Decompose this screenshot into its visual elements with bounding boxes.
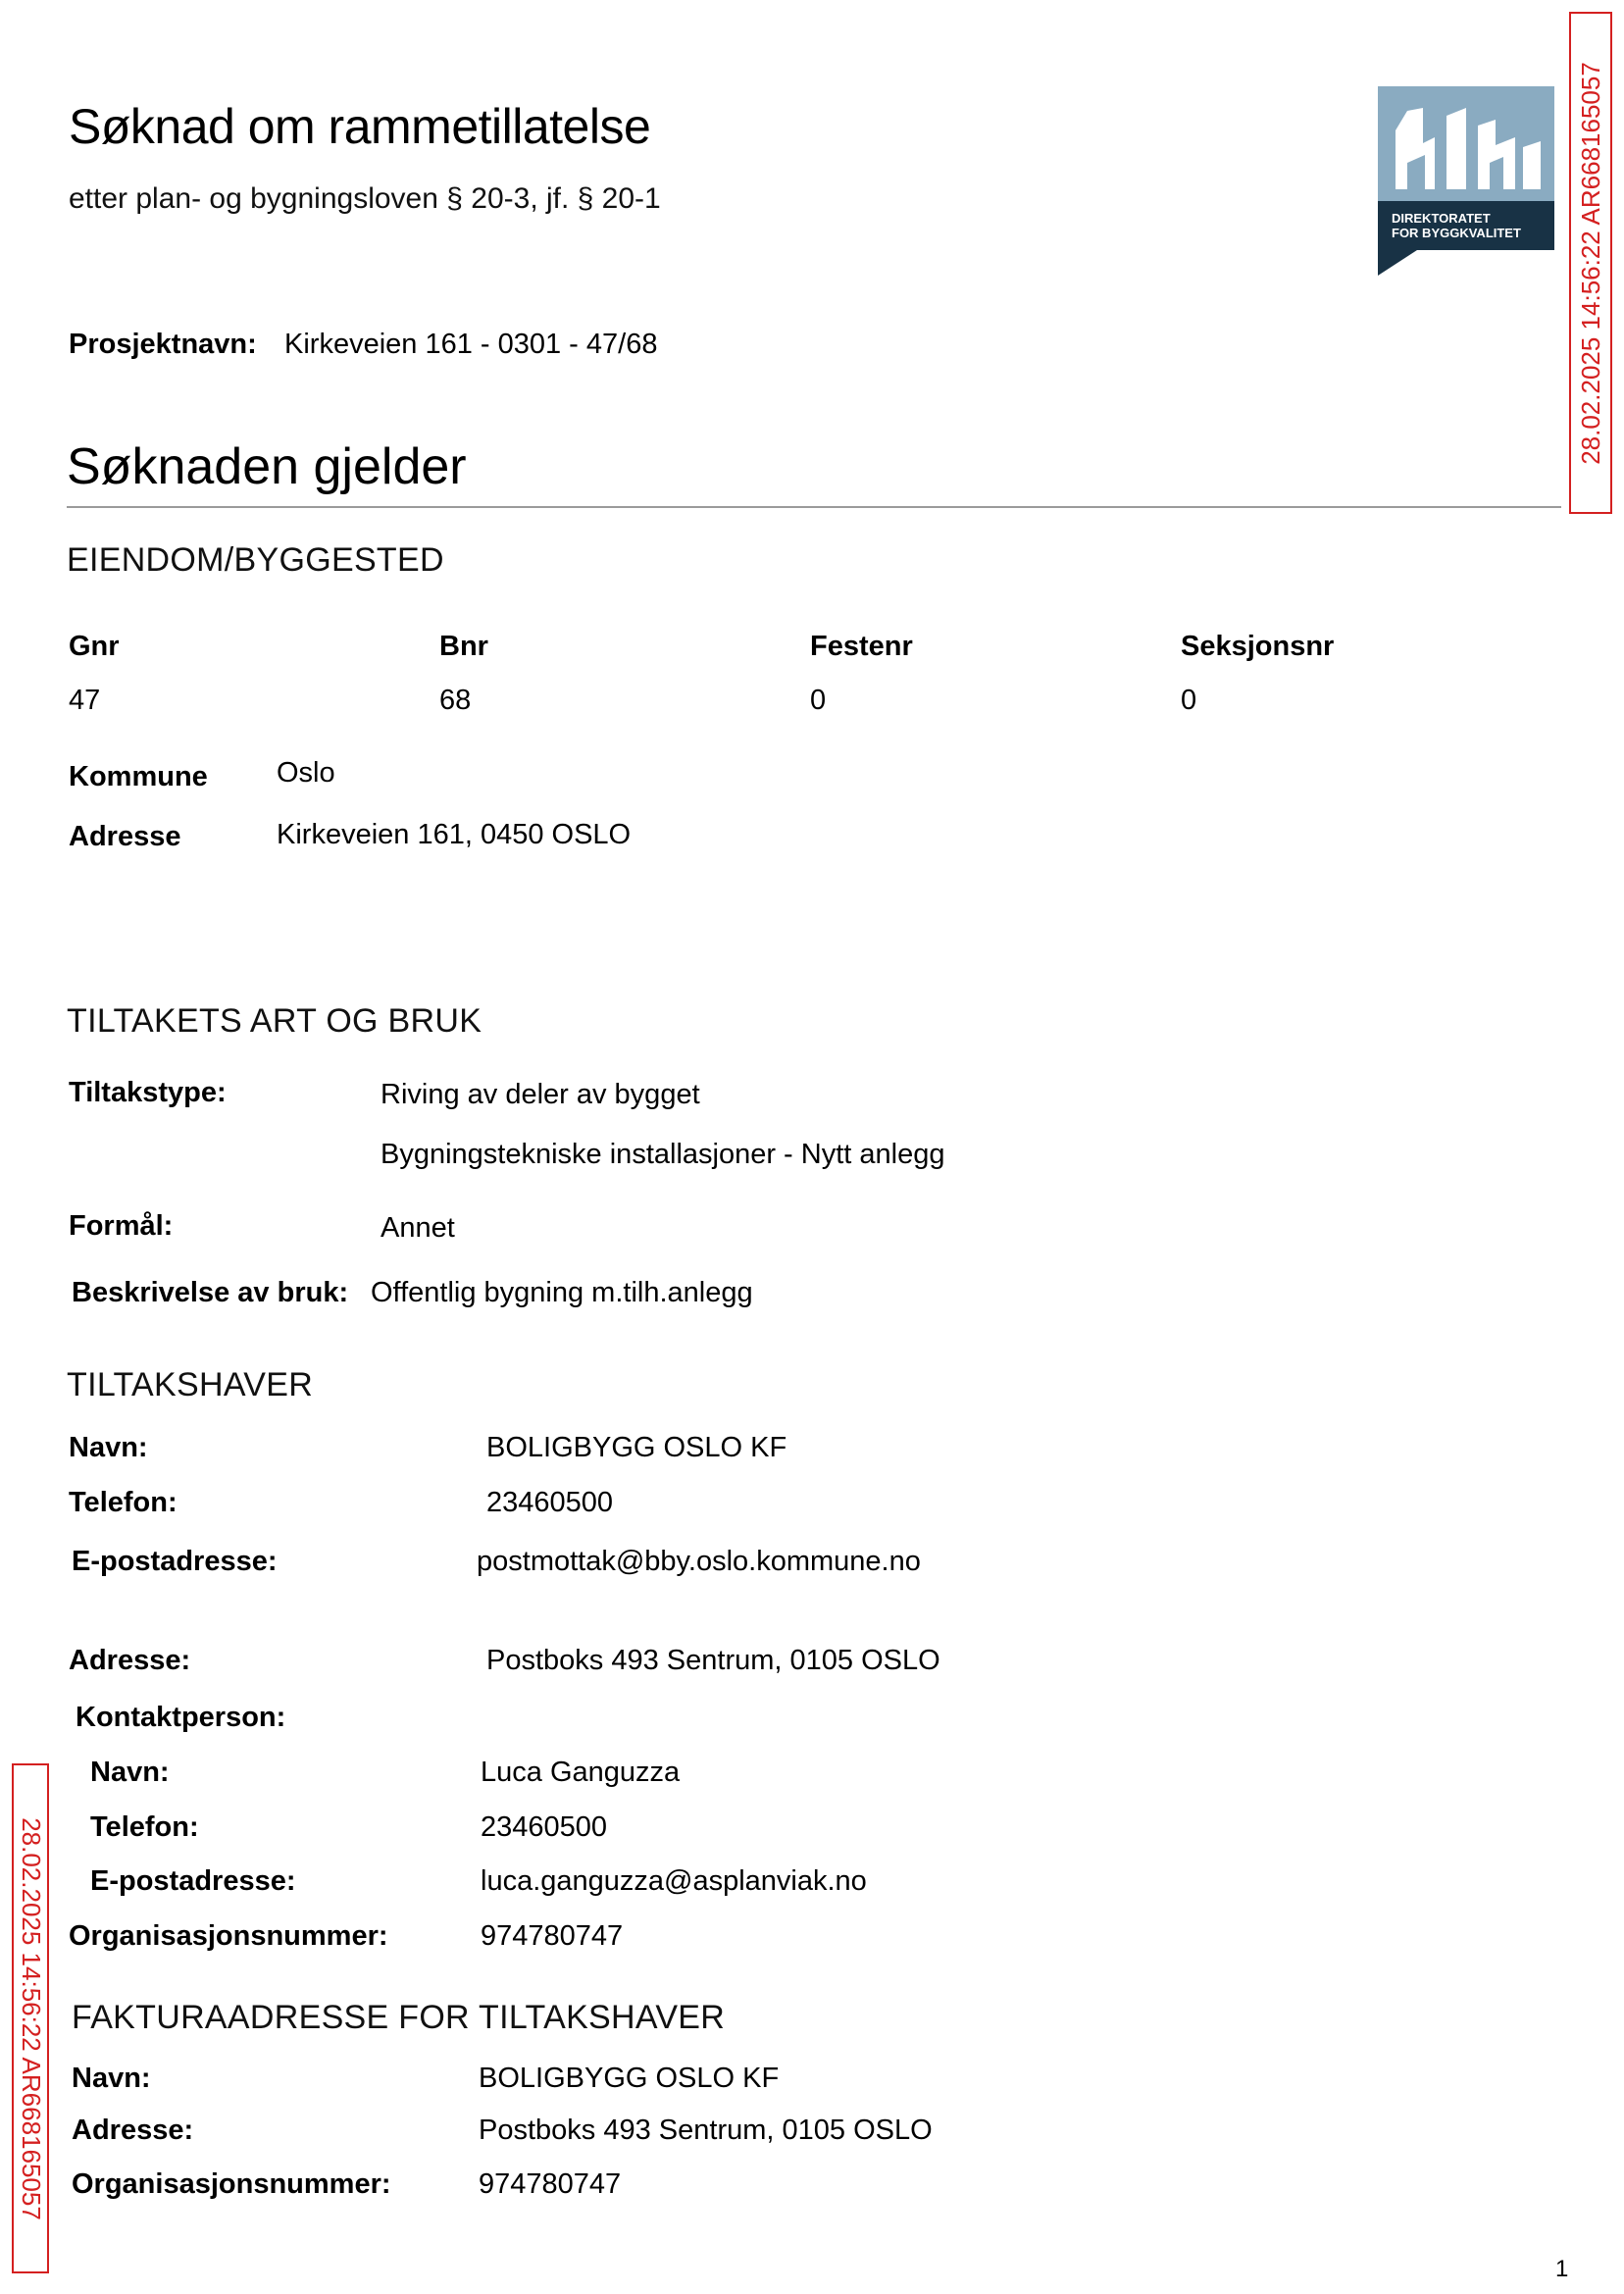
tiltakshaver-adresse-value: Postboks 493 Sentrum, 0105 OSLO — [486, 1645, 940, 1676]
page-number: 1 — [1555, 2256, 1569, 2282]
kontakt-epost-value: luca.ganguzza@asplanviak.no — [481, 1865, 867, 1897]
tiltakshaver-org-label: Organisasjonsnummer: — [69, 1920, 388, 1952]
property-heading: EIENDOM/BYGGESTED — [67, 541, 444, 579]
timestamp-stamp-bottom — [12, 1763, 49, 2273]
page-subtitle: etter plan- og bygningsloven § 20-3, jf. § 20-1 — [69, 182, 661, 215]
logo-line-1: DIREKTORATET — [1392, 211, 1491, 226]
gnr-label: Gnr — [69, 631, 120, 662]
timestamp-stamp-top — [1569, 12, 1612, 514]
kontakt-navn-label: Navn: — [90, 1757, 170, 1788]
kontakt-navn-value: Luca Ganguzza — [481, 1757, 681, 1788]
tiltakshaver-epost-value: postmottak@bby.oslo.kommune.no — [477, 1546, 921, 1577]
tiltakshaver-org-value: 974780747 — [481, 1920, 624, 1952]
adresse-label: Adresse — [69, 821, 181, 852]
faktura-org-label: Organisasjonsnummer: — [72, 2168, 391, 2200]
logo-line-2: FOR BYGGKVALITET — [1392, 226, 1521, 240]
seksjonsnr-value: 0 — [1181, 685, 1197, 716]
tiltakstype-value-2: Bygningstekniske installasjoner - Nytt anlegg — [381, 1139, 945, 1170]
formal-value: Annet — [381, 1212, 455, 1244]
tiltakstype-value-1: Riving av deler av bygget — [381, 1079, 700, 1110]
page-title: Søknad om rammetillatelse — [69, 99, 651, 154]
stamp-text-bottom: 28.02.2025 14:56:22 AR668165057 — [16, 1816, 46, 2220]
tiltakshaver-telefon-label: Telefon: — [69, 1487, 178, 1518]
tiltakshaver-navn-label: Navn: — [69, 1432, 148, 1463]
faktura-navn-value: BOLIGBYGG OSLO KF — [479, 2063, 780, 2094]
festenr-label: Festenr — [810, 631, 913, 662]
gnr-value: 47 — [69, 685, 101, 716]
bruk-label: Beskrivelse av bruk: — [72, 1277, 349, 1308]
adresse-value: Kirkeveien 161, 0450 OSLO — [277, 819, 632, 850]
faktura-navn-label: Navn: — [72, 2063, 151, 2094]
logo-tab — [1378, 250, 1417, 276]
faktura-adresse-value: Postboks 493 Sentrum, 0105 OSLO — [479, 2115, 933, 2146]
kontakt-epost-label: E-postadresse: — [90, 1865, 296, 1897]
tiltakshaver-epost-label: E-postadresse: — [72, 1546, 278, 1577]
tiltakstype-label: Tiltakstype: — [69, 1077, 227, 1108]
section-title: Søknaden gjelder — [67, 438, 467, 495]
seksjonsnr-label: Seksjonsnr — [1181, 631, 1335, 662]
tiltak-heading: TILTAKETS ART OG BRUK — [67, 1002, 482, 1040]
tiltakshaver-telefon-value: 23460500 — [486, 1487, 614, 1518]
tiltakshaver-heading: TILTAKSHAVER — [67, 1366, 314, 1403]
tiltakshaver-navn-value: BOLIGBYGG OSLO KF — [486, 1432, 787, 1463]
kontakt-telefon-label: Telefon: — [90, 1811, 199, 1843]
faktura-org-value: 974780747 — [479, 2168, 622, 2200]
kontakt-telefon-value: 23460500 — [481, 1811, 608, 1843]
logo-building-icon — [1378, 86, 1554, 201]
section-divider — [67, 506, 1561, 508]
formal-label: Formål: — [69, 1210, 174, 1242]
festenr-value: 0 — [810, 685, 827, 716]
logo-text — [1378, 201, 1554, 250]
project-label: Prosjektnavn: — [69, 329, 257, 360]
tiltakshaver-adresse-label: Adresse: — [69, 1645, 191, 1676]
kommune-value: Oslo — [277, 757, 335, 789]
dibk-logo — [1378, 86, 1554, 277]
bruk-value: Offentlig bygning m.tilh.anlegg — [371, 1277, 753, 1308]
project-value: Kirkeveien 161 - 0301 - 47/68 — [284, 329, 658, 360]
faktura-heading: FAKTURAADRESSE FOR TILTAKSHAVER — [72, 1999, 726, 2036]
kommune-label: Kommune — [69, 761, 208, 792]
bnr-label: Bnr — [439, 631, 488, 662]
kontaktperson-label: Kontaktperson: — [76, 1702, 286, 1733]
stamp-text-top: 28.02.2025 14:56:22 AR668165057 — [1575, 61, 1605, 465]
faktura-adresse-label: Adresse: — [72, 2115, 194, 2146]
bnr-value: 68 — [439, 685, 472, 716]
